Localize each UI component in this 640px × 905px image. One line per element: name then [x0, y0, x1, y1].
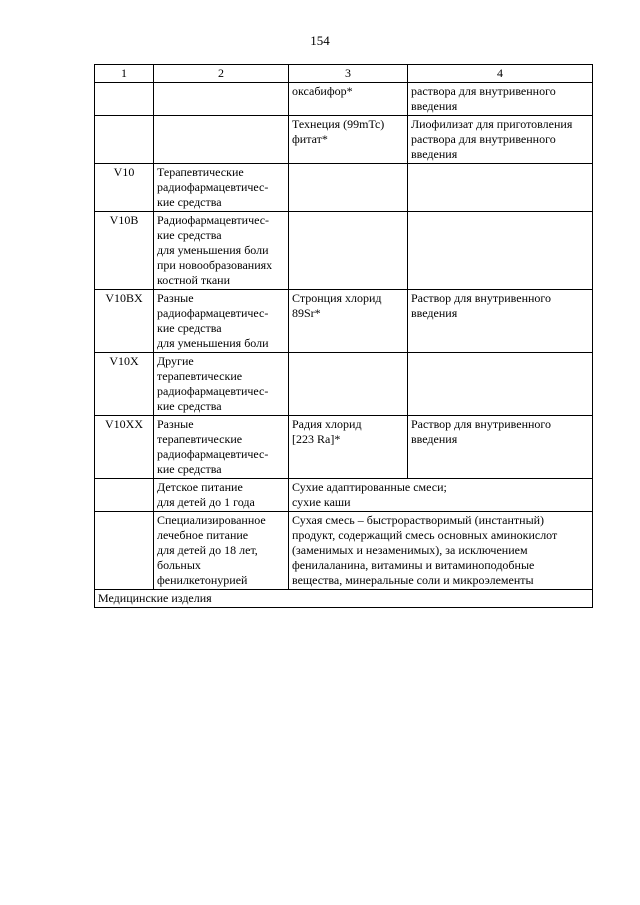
- row-drug: Радия хлорид [223 Ra]*: [289, 416, 408, 479]
- table-row-special-food: [95, 512, 593, 590]
- row-group: Разные терапевтические радиофармацевтичес- кие средства: [154, 416, 289, 479]
- table-row: [95, 116, 593, 164]
- table-row: [95, 353, 593, 416]
- baby-food-text: Сухие адаптированные смеси; сухие каши: [289, 479, 593, 512]
- table-row: [95, 416, 593, 479]
- row-code: V10BX: [95, 290, 154, 353]
- table-header-row: [95, 65, 593, 83]
- row-group: [154, 83, 289, 116]
- row-form: раствора для внутривенного введения: [408, 83, 593, 116]
- header-col-1: 1: [95, 65, 154, 83]
- drug-table: [94, 64, 593, 608]
- row-form: Раствор для внутривенного введения: [408, 416, 593, 479]
- row-drug: оксабифор*: [289, 83, 408, 116]
- row-code: V10XX: [95, 416, 154, 479]
- row-code: [95, 83, 154, 116]
- row-drug: [289, 353, 408, 416]
- row-drug: Технеция (99mTc) фитат*: [289, 116, 408, 164]
- row-code: V10B: [95, 212, 154, 290]
- row-code-empty: [95, 479, 154, 512]
- table-row-baby-food: [95, 479, 593, 512]
- header-col-4: 4: [408, 65, 593, 83]
- row-code: V10: [95, 164, 154, 212]
- table-row: [95, 164, 593, 212]
- table-row: [95, 290, 593, 353]
- row-drug: [289, 164, 408, 212]
- row-form: [408, 212, 593, 290]
- row-form: [408, 164, 593, 212]
- row-code-empty: [95, 512, 154, 590]
- header-col-2: 2: [154, 65, 289, 83]
- row-group: [154, 116, 289, 164]
- special-food-text: Сухая смесь – быстрорастворимый (инстантный) продукт, содержащий смесь основных аминокислот (заменимых и незаменимых), за исключением фенилаланина, витамины и витаминоподобные вещества, минеральные соли и микроэлементы: [289, 512, 593, 590]
- row-group: Радиофармацевтичес- кие средства для уменьшения боли при новообразованиях костной ткани: [154, 212, 289, 290]
- row-code: [95, 116, 154, 164]
- header-col-3: 3: [289, 65, 408, 83]
- medical-devices-section: Медицинские изделия: [95, 590, 593, 608]
- row-group: Разные радиофармацевтичес- кие средства для уменьшения боли: [154, 290, 289, 353]
- page-number: 154: [310, 33, 330, 48]
- table-row: [95, 212, 593, 290]
- baby-food-group: Детское питание для детей до 1 года: [154, 479, 289, 512]
- row-form: [408, 353, 593, 416]
- table-row: [95, 83, 593, 116]
- table-row-section: [95, 590, 593, 608]
- row-form: Раствор для внутривенного введения: [408, 290, 593, 353]
- row-group: Терапевтические радиофармацевтичес- кие средства: [154, 164, 289, 212]
- row-drug: Стронция хлорид 89Sr*: [289, 290, 408, 353]
- row-group: Другие терапевтические радиофармацевтичес- кие средства: [154, 353, 289, 416]
- special-food-group: Специализированное лечебное питание для детей до 18 лет, больных фенилкетонурией: [154, 512, 289, 590]
- row-drug: [289, 212, 408, 290]
- row-form: Лиофилизат для приготовления раствора для внутривенного введения: [408, 116, 593, 164]
- row-code: V10X: [95, 353, 154, 416]
